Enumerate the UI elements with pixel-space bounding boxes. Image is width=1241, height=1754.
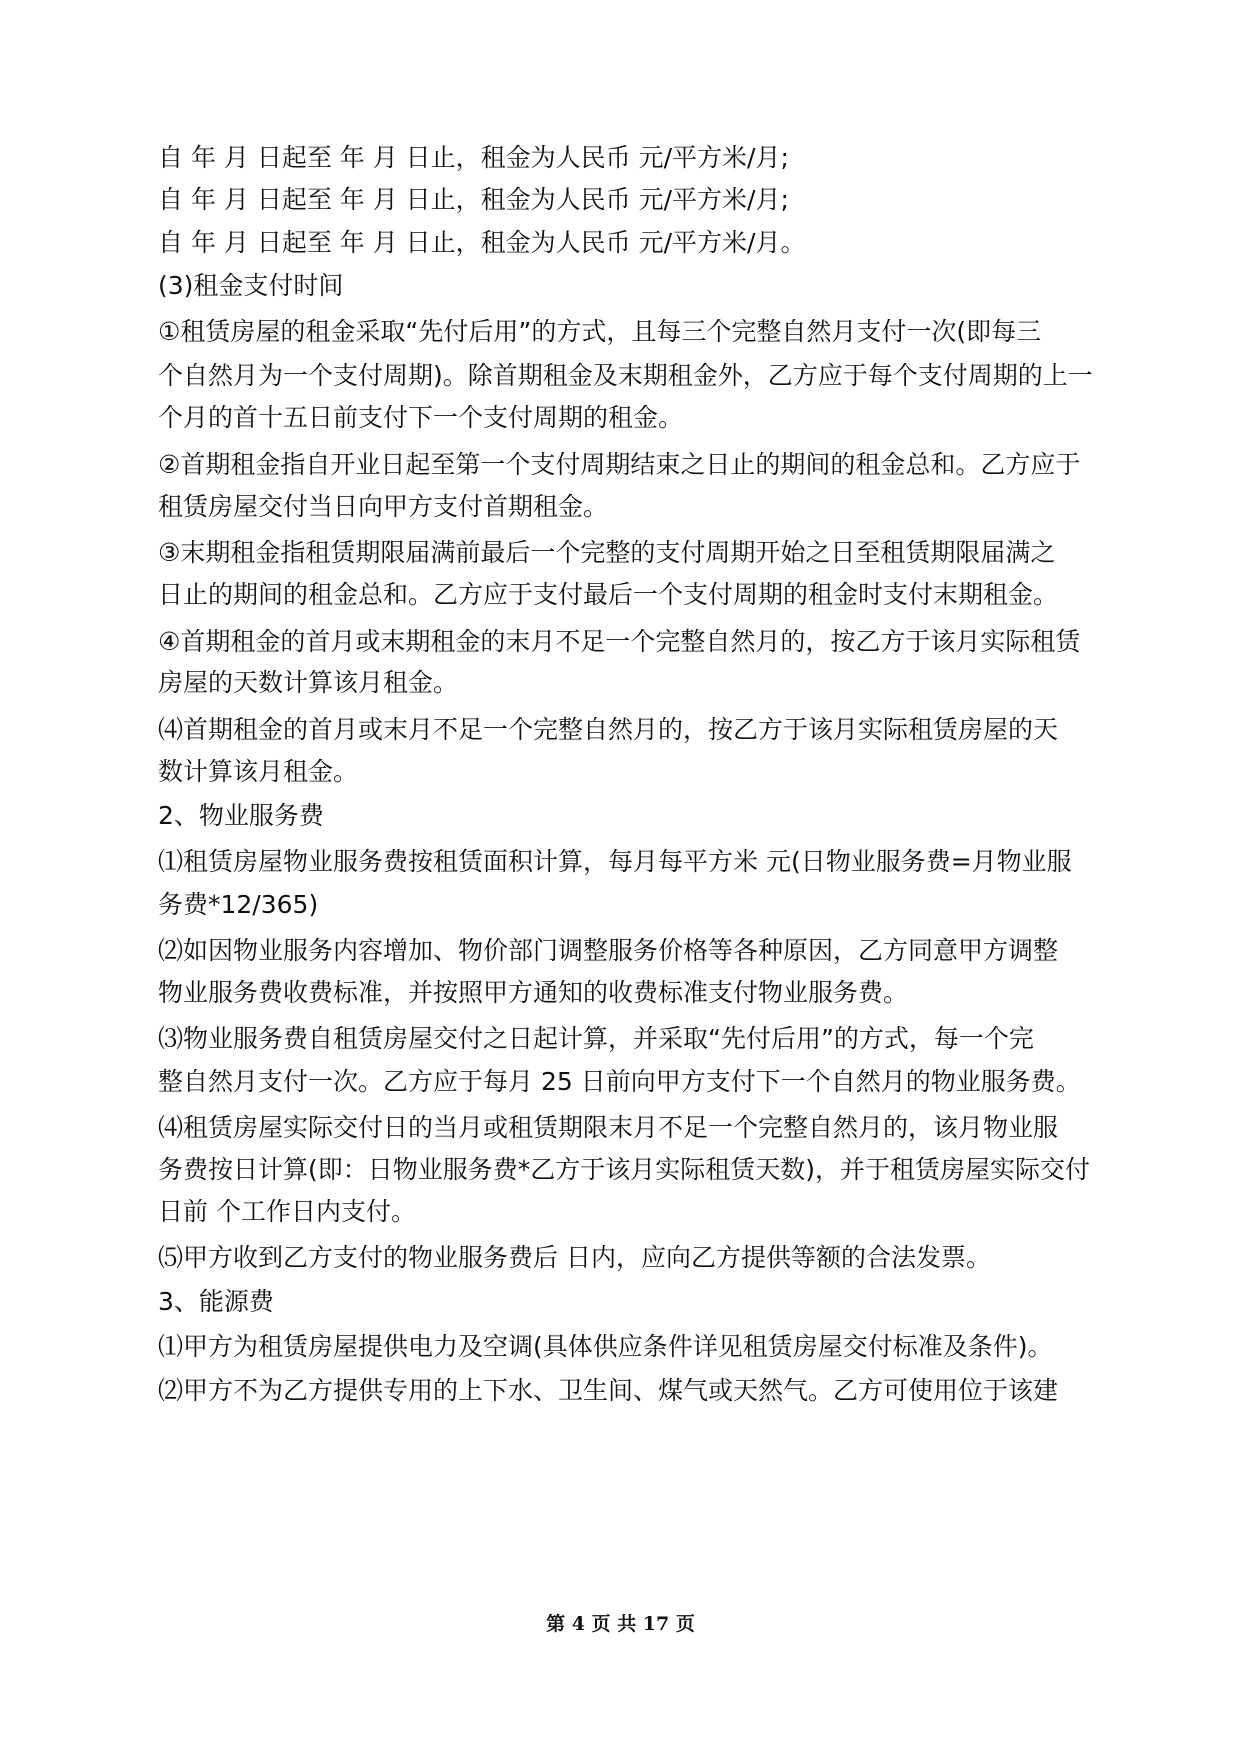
text-line: 整自然月支付一次。乙方应于每月 25 日前向甲方支付下一个自然月的物业服务费。 bbox=[158, 1067, 1081, 1096]
text-line: 数计算该月租金。 bbox=[158, 757, 359, 786]
text-line: 个月的首十五日前支付下一个支付周期的租金。 bbox=[158, 403, 684, 432]
text-line: ⑴租赁房屋物业服务费按租赁面积计算，每月每平方米 元(日物业服务费=月物业服 bbox=[158, 847, 1072, 876]
text-line: ③末期租金指租赁期限届满前最后一个完整的支付周期开始之日至租赁期限届满之 bbox=[158, 538, 1056, 567]
text-line: ⑵如因物业服务内容增加、物价部门调整服务价格等各种原因，乙方同意甲方调整 bbox=[158, 936, 1059, 965]
text-line: ④首期租金的首月或末期租金的末月不足一个完整自然月的，按乙方于该月实际租赁 bbox=[158, 627, 1081, 656]
text-line: ⑶物业服务费自租赁房屋交付之日起计算，并采取“先付后用”的方式，每一个完 bbox=[158, 1024, 1034, 1053]
text-line: 日止的期间的租金总和。乙方应于支付最后一个支付周期的租金时支付末期租金。 bbox=[158, 580, 1059, 609]
text-line: 务费按日计算(即：日物业服务费*乙方于该月实际租赁天数)，并于租赁房屋实际交付 bbox=[158, 1155, 1091, 1184]
text-line: ⑷租赁房屋实际交付日的当月或租赁期限末月不足一个完整自然月的，该月物业服 bbox=[158, 1113, 1059, 1142]
section-heading: 3、能源费 bbox=[158, 1287, 274, 1316]
section-heading: 2、物业服务费 bbox=[158, 801, 324, 830]
text-line: 自 年 月 日起至 年 月 日止，租金为人民币 元/平方米/月。 bbox=[158, 228, 806, 257]
text-line: ⑵甲方不为乙方提供专用的上下水、卫生间、煤气或天然气。乙方可使用位于该建 bbox=[158, 1376, 1059, 1405]
text-line: 务费*12/365) bbox=[158, 890, 319, 919]
text-line: 物业服务费收费标准，并按照甲方通知的收费标准支付物业服务费。 bbox=[158, 978, 909, 1007]
text-line: 个自然月为一个支付周期)。除首期租金及末期租金外，乙方应于每个支付周期的上一 bbox=[158, 361, 1093, 390]
section-heading: (3)租金支付时间 bbox=[158, 271, 344, 300]
text-line: ⑸甲方收到乙方支付的物业服务费后 日内，应向乙方提供等额的合法发票。 bbox=[158, 1243, 991, 1272]
text-line: ⑴甲方为租赁房屋提供电力及空调(具体供应条件详见租赁房屋交付标准及条件)。 bbox=[158, 1332, 1053, 1361]
page-number-footer: 第 4 页 共 17 页 bbox=[546, 1613, 695, 1635]
text-line: 自 年 月 日起至 年 月 日止，租金为人民币 元/平方米/月; bbox=[158, 143, 789, 172]
text-line: 房屋的天数计算该月租金。 bbox=[158, 668, 459, 697]
text-line: 租赁房屋交付当日向甲方支付首期租金。 bbox=[158, 492, 609, 521]
text-line: 日前 个工作日内支付。 bbox=[158, 1197, 416, 1226]
text-line: 自 年 月 日起至 年 月 日止，租金为人民币 元/平方米/月; bbox=[158, 185, 789, 214]
text-line: ⑷首期租金的首月或末月不足一个完整自然月的，按乙方于该月实际租赁房屋的天 bbox=[158, 715, 1059, 744]
text-line: ②首期租金指自开业日起至第一个支付周期结束之日止的期间的租金总和。乙方应于 bbox=[158, 450, 1081, 479]
text-line: ①租赁房屋的租金采取“先付后用”的方式，且每三个完整自然月支付一次(即每三 bbox=[158, 317, 1042, 346]
